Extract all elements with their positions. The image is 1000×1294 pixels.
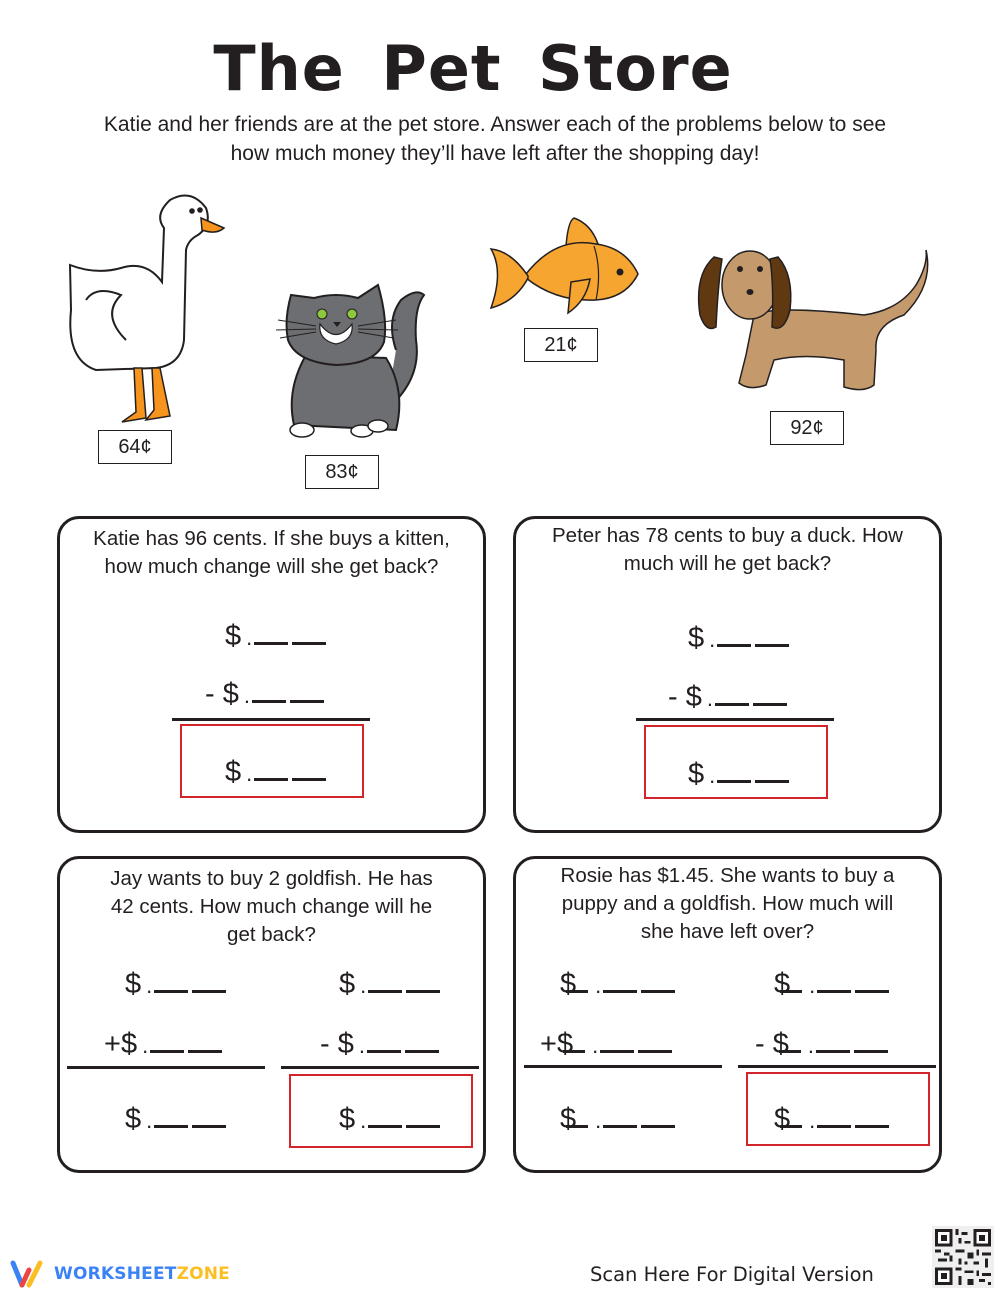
qr-code-icon[interactable] [932, 1226, 994, 1288]
decimal-point: . [358, 1033, 365, 1058]
digit-blank[interactable] [755, 643, 789, 647]
left-row-2[interactable] [540, 1029, 676, 1061]
dollar-sign: $ [339, 1103, 356, 1135]
digit-blank[interactable] [252, 699, 286, 703]
digit-blank[interactable] [717, 643, 751, 647]
dollar-digit-blank[interactable] [563, 1049, 585, 1053]
digit-blank[interactable] [367, 1049, 401, 1053]
digit-blank[interactable] [192, 989, 226, 993]
minus-operator: - [320, 1028, 338, 1060]
right-row-1[interactable] [774, 969, 893, 1001]
dollar-sign: $ [774, 968, 791, 1000]
decimal-point: . [592, 1033, 599, 1058]
question-line: Peter has 78 cents to buy a duck. How [552, 524, 903, 547]
answer-row-1[interactable] [688, 623, 793, 655]
dollar-sign: $ [688, 622, 705, 654]
instructions-line-1: Katie and her friends are at the pet store. Answer each of the problems below to see [103, 113, 887, 136]
problem-2-question [526, 522, 929, 578]
problem-card-1 [57, 516, 486, 833]
sum-line [636, 718, 834, 721]
worksheet-zone-logo-icon [10, 1260, 46, 1288]
dollar-digit-blank[interactable] [779, 1049, 801, 1053]
question-line: she have left over? [640, 920, 815, 943]
digit-blank[interactable] [717, 779, 751, 783]
decimal-point: . [595, 973, 602, 998]
question-line: how much change will she get back? [104, 555, 439, 578]
digit-blank[interactable] [292, 777, 326, 781]
page-title: The Pet Store [213, 32, 733, 105]
right-row-1[interactable] [339, 969, 444, 1001]
digit-blank[interactable] [854, 1049, 888, 1053]
decimal-point: . [246, 761, 253, 786]
digit-blank[interactable] [406, 1124, 440, 1128]
digit-blank[interactable] [855, 1124, 889, 1128]
left-row-3[interactable] [560, 1104, 679, 1136]
decimal-point: . [809, 1108, 816, 1133]
digit-blank[interactable] [816, 1049, 850, 1053]
plus-operator: + [104, 1028, 121, 1060]
right-row-3[interactable] [774, 1104, 893, 1136]
dollar-sign: $ [774, 1103, 791, 1135]
dollar-sign: $ [772, 1028, 789, 1060]
decimal-point: . [146, 973, 153, 998]
digit-blank[interactable] [641, 1124, 675, 1128]
worksheet-zone-logo[interactable] [10, 1259, 230, 1289]
digit-blank[interactable] [638, 1049, 672, 1053]
dollar-sign: $ [337, 1028, 354, 1060]
minus-operator: - [755, 1028, 773, 1060]
digit-blank[interactable] [600, 1049, 634, 1053]
digit-blank[interactable] [855, 989, 889, 993]
cat-price-tag: 83¢ [305, 455, 379, 489]
problem-card-3 [57, 856, 486, 1173]
question-line: Katie has 96 cents. If she buys a kitten, [93, 527, 450, 550]
dollar-sign: $ [556, 1028, 574, 1060]
digit-blank[interactable] [192, 1124, 226, 1128]
plus-operator: + [540, 1028, 557, 1060]
instructions [70, 110, 920, 168]
left-row-1[interactable] [560, 969, 679, 1001]
question-line: puppy and a goldfish. How much will [561, 892, 894, 915]
instructions-line-2: how much money they’ll have left after the shopping day! [230, 142, 760, 165]
digit-blank[interactable] [603, 1124, 637, 1128]
sum-line [172, 718, 370, 721]
digit-blank[interactable] [254, 777, 288, 781]
dollar-sign: $ [339, 968, 356, 1000]
sum-line [67, 1066, 265, 1069]
dollar-sign: $ [225, 756, 242, 788]
dollar-sign: $ [560, 968, 577, 1000]
dollar-sign: $ [688, 758, 705, 790]
goldfish-icon [486, 216, 642, 316]
dollar-sign: $ [225, 620, 242, 652]
left-row-1[interactable] [125, 969, 230, 1001]
digit-blank[interactable] [290, 699, 324, 703]
digit-blank[interactable] [817, 989, 851, 993]
digit-blank[interactable] [405, 1049, 439, 1053]
decimal-point: . [142, 1033, 149, 1058]
problem-1-question [70, 525, 473, 581]
dollar-sign: $ [222, 678, 239, 710]
question-line: get back? [227, 923, 316, 946]
right-row-2[interactable] [755, 1029, 892, 1061]
duck-icon [66, 190, 231, 425]
problem-card-2 [513, 516, 942, 833]
answer-row-3[interactable] [225, 757, 330, 789]
digit-blank[interactable] [292, 641, 326, 645]
brand-zone: ZONE [176, 1264, 230, 1284]
digit-blank[interactable] [603, 989, 637, 993]
scan-prompt: Scan Here For Digital Version [590, 1263, 874, 1286]
left-row-3[interactable] [125, 1104, 230, 1136]
digit-blank[interactable] [715, 702, 749, 706]
right-row-2[interactable] [320, 1029, 443, 1061]
cat-icon [276, 280, 431, 440]
dollar-sign: $ [125, 1103, 142, 1135]
right-row-3[interactable] [339, 1104, 444, 1136]
digit-blank[interactable] [753, 702, 787, 706]
brand-worksheet: WORKSHEET [54, 1264, 177, 1284]
digit-blank[interactable] [755, 779, 789, 783]
dollar-sign: $ [560, 1103, 577, 1135]
decimal-point: . [243, 683, 250, 708]
difference-line [738, 1065, 936, 1068]
decimal-point: . [709, 763, 716, 788]
digit-blank[interactable] [154, 1124, 188, 1128]
digit-blank[interactable] [188, 1049, 222, 1053]
left-row-2[interactable] [104, 1029, 226, 1061]
dollar-digit-blank[interactable] [566, 1124, 588, 1128]
decimal-point: . [709, 627, 716, 652]
dollar-sign: $ [120, 1028, 138, 1060]
question-line: Jay wants to buy 2 goldfish. He has [110, 867, 433, 890]
answer-row-1[interactable] [225, 621, 330, 653]
dollar-digit-blank[interactable] [780, 989, 802, 993]
answer-row-3[interactable] [688, 759, 793, 791]
decimal-point: . [246, 625, 253, 650]
decimal-point: . [807, 1033, 814, 1058]
dollar-digit-blank[interactable] [566, 989, 588, 993]
duck-price-tag: 64¢ [98, 430, 172, 464]
digit-blank[interactable] [154, 989, 188, 993]
dollar-sign: $ [125, 968, 142, 1000]
digit-blank[interactable] [406, 989, 440, 993]
digit-blank[interactable] [368, 1124, 402, 1128]
decimal-point: . [706, 686, 713, 711]
decimal-point: . [146, 1108, 153, 1133]
dog-price-tag: 92¢ [770, 411, 844, 445]
sum-line [524, 1065, 722, 1068]
digit-blank[interactable] [254, 641, 288, 645]
digit-blank[interactable] [150, 1049, 184, 1053]
decimal-point: . [595, 1108, 602, 1133]
dollar-sign: $ [685, 681, 702, 713]
dog-icon [694, 245, 930, 395]
digit-blank[interactable] [368, 989, 402, 993]
answer-row-2[interactable] [205, 679, 328, 711]
problem-4-question [526, 862, 929, 946]
question-line: 42 cents. How much change will he [110, 895, 433, 918]
question-line: Rosie has $1.45. She wants to buy a [560, 864, 895, 887]
answer-row-2[interactable] [668, 682, 791, 714]
minus-operator: - [668, 681, 686, 713]
problem-card-4 [513, 856, 942, 1173]
decimal-point: . [360, 1108, 367, 1133]
decimal-point: . [360, 973, 367, 998]
goldfish-price-tag: 21¢ [524, 328, 598, 362]
question-line: much will he get back? [623, 552, 832, 575]
digit-blank[interactable] [817, 1124, 851, 1128]
digit-blank[interactable] [641, 989, 675, 993]
difference-line [281, 1066, 479, 1069]
problem-3-question [70, 865, 473, 949]
dollar-digit-blank[interactable] [780, 1124, 802, 1128]
minus-operator: - [205, 678, 223, 710]
decimal-point: . [809, 973, 816, 998]
